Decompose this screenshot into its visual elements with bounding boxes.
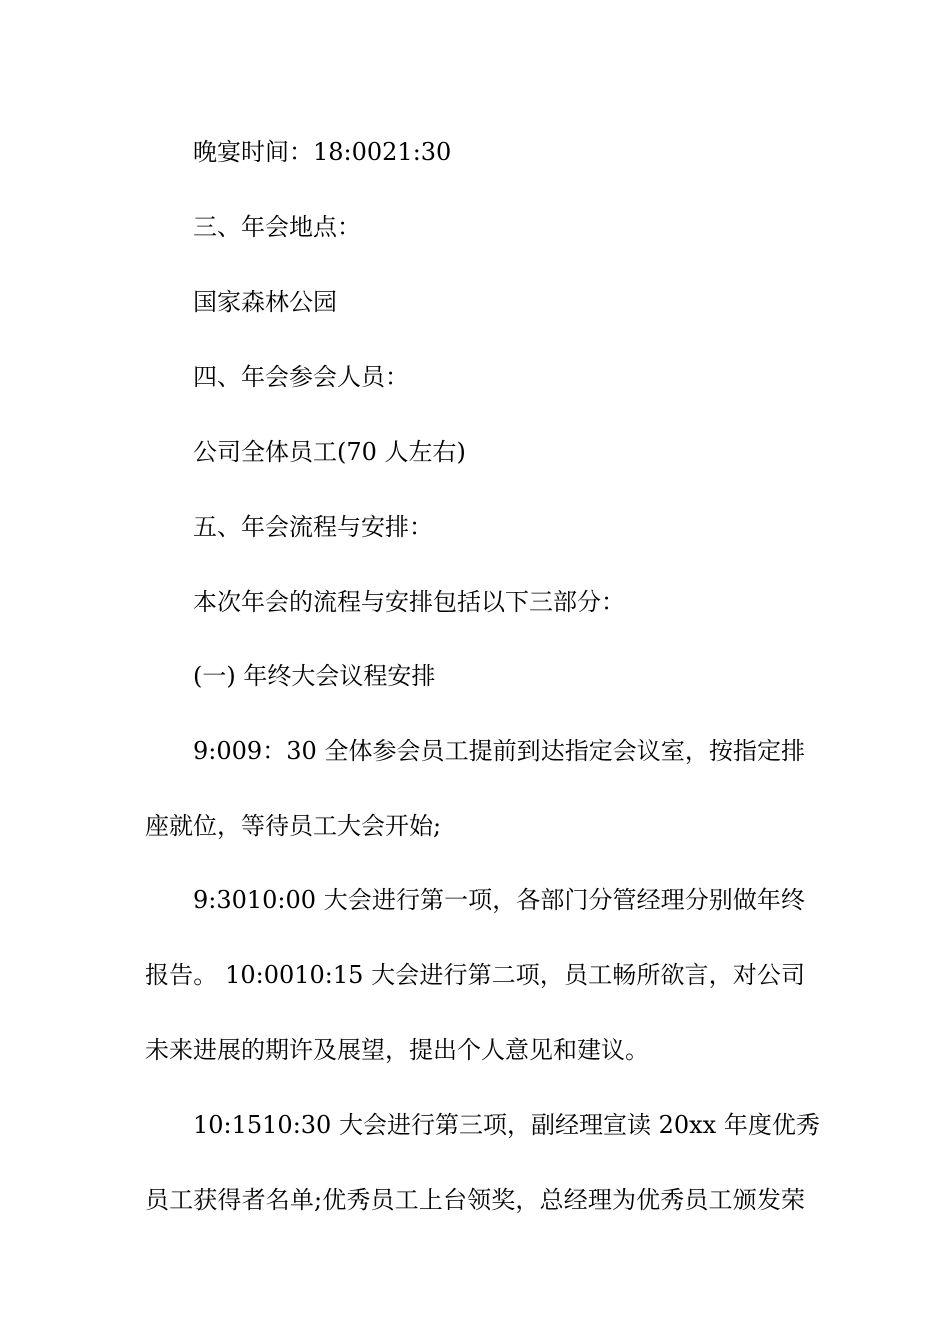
agenda-item-4-line-1: 10:1510:30 大会进行第三项，副经理宣读 20xx 年度优秀 xyxy=(193,1111,820,1139)
section-four-heading: 四、年会参会人员： xyxy=(193,363,409,391)
venue-line: 国家森林公园 xyxy=(193,288,337,316)
banquet-time-line: 晚宴时间：18:0021:30 xyxy=(193,138,452,166)
agenda-item-3-line-2: 未来进展的期许及展望，提出个人意见和建议。 xyxy=(145,1036,649,1064)
agenda-item-1-line-2: 座就位，等待员工大会开始; xyxy=(145,812,442,840)
attendees-line: 公司全体员工(70 人左右) xyxy=(193,438,466,466)
schedule-intro-line: 本次年会的流程与安排包括以下三部分： xyxy=(193,588,625,616)
agenda-item-2-line-2: 报告。 10:0010:15 大会进行第二项，员工畅所欲言，对公司 xyxy=(145,961,805,989)
section-five-heading: 五、年会流程与安排： xyxy=(193,513,433,541)
section-three-heading: 三、年会地点： xyxy=(193,213,361,241)
agenda-item-4-line-2: 员工获得者名单;优秀员工上台领奖，总经理为优秀员工颁发荣 xyxy=(145,1186,805,1214)
subsection-one-heading: (一) 年终大会议程安排 xyxy=(193,662,436,690)
agenda-item-2-line-1: 9:3010:00 大会进行第一项，各部门分管经理分别做年终 xyxy=(193,886,805,914)
agenda-item-1-line-1: 9:009：30 全体参会员工提前到达指定会议室，按指定排 xyxy=(193,737,805,765)
